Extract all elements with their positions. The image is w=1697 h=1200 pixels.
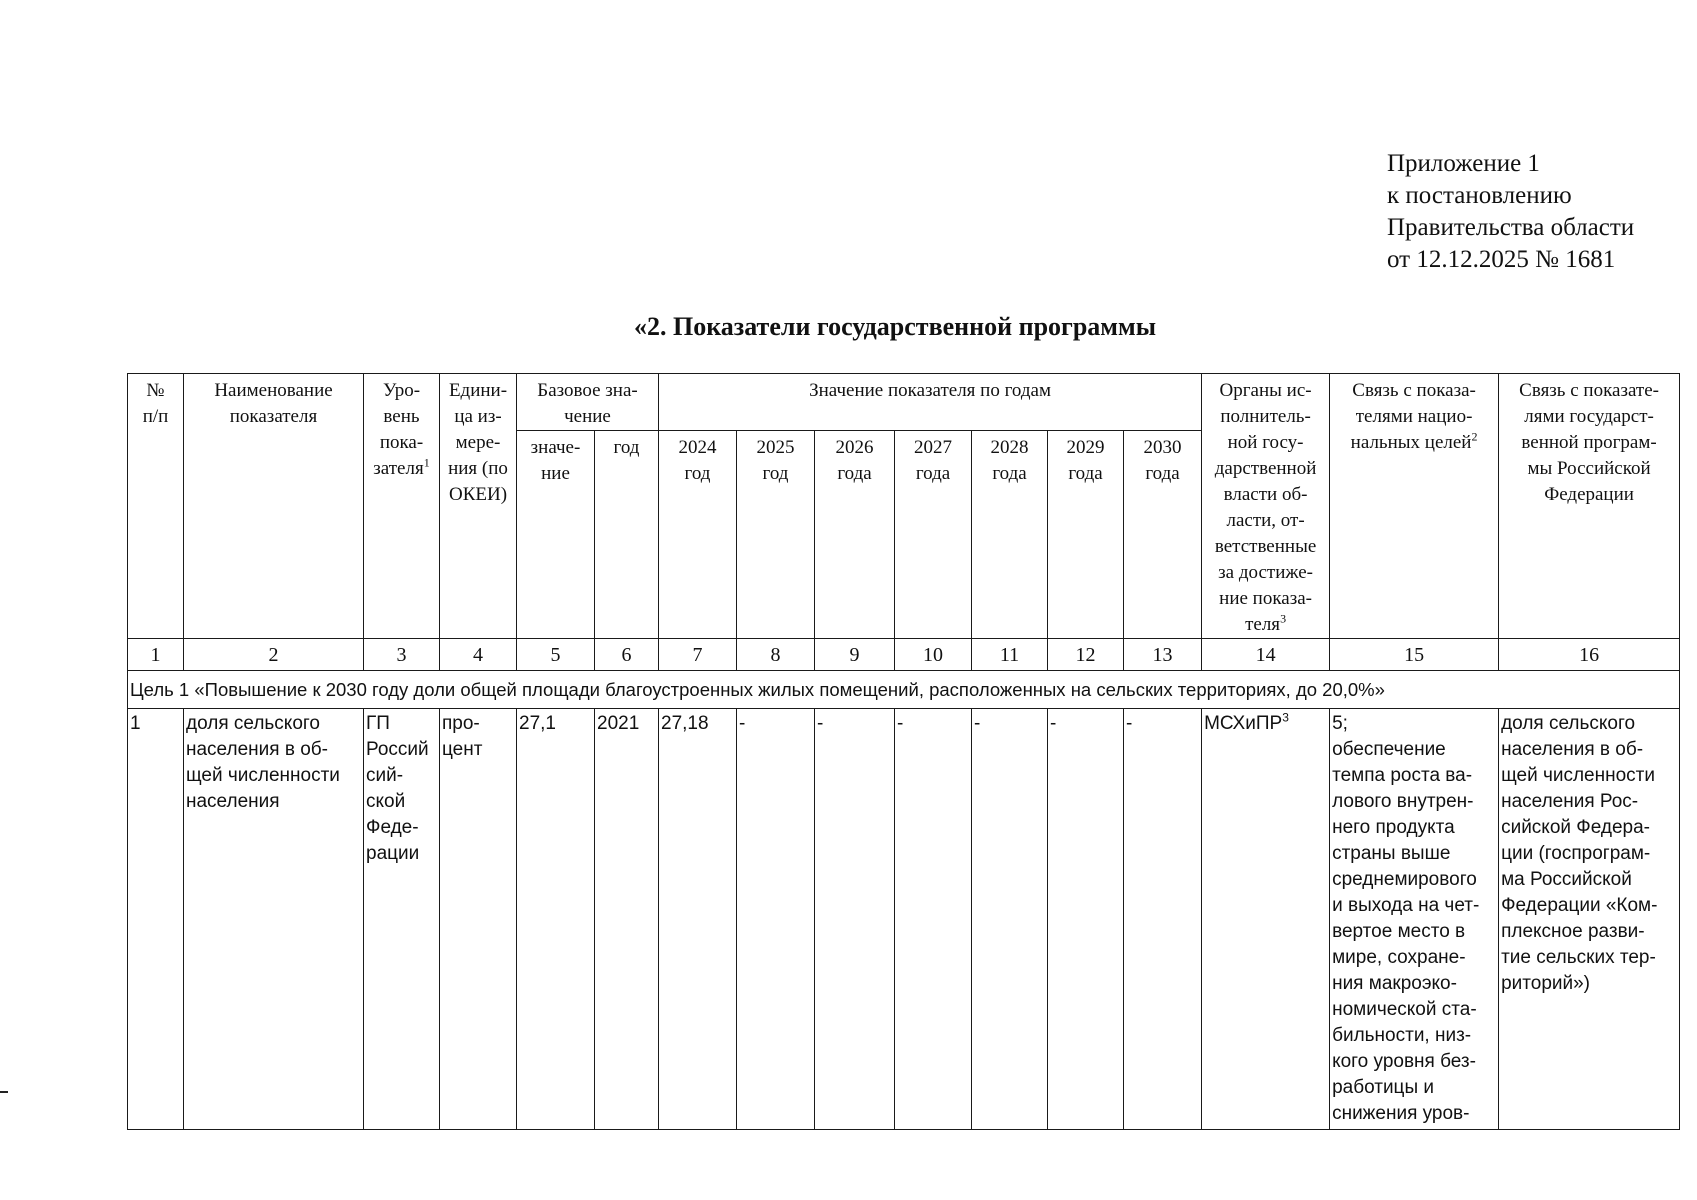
cell-national-line: кого уровня без-	[1332, 1051, 1476, 1072]
appendix-line-1: Приложение 1	[1387, 150, 1540, 177]
cell-national-line: ния макроэко-	[1332, 973, 1457, 994]
header-organs-line: за достиже-	[1218, 562, 1314, 583]
header-name	[184, 374, 364, 639]
header-organs-line: Органы ис-	[1219, 380, 1312, 401]
header-year-word: года	[1145, 463, 1180, 484]
cell-name-line: щей численности	[186, 765, 340, 786]
header-national-line: телями нацио-	[1355, 406, 1473, 427]
cell-federal-line: ма Российской	[1501, 869, 1632, 890]
header-federal-line: Связь с показате-	[1519, 380, 1659, 401]
cell-federal-line: населения Рос-	[1501, 791, 1639, 812]
cell-name-line: населения	[186, 791, 280, 812]
cell-level-line: сий-	[366, 765, 404, 786]
cell-federal-line: тие сельских тер-	[1501, 947, 1656, 968]
column-number: 2	[184, 639, 364, 671]
header-federal-line: Федерации	[1544, 484, 1634, 505]
indicators-table	[127, 373, 1680, 1130]
cell-national-line: снижения уров-	[1332, 1103, 1470, 1124]
cell-national-line: него продукта	[1332, 817, 1455, 838]
header-year-number: 2029	[1066, 437, 1105, 458]
header-year-word: год	[762, 463, 789, 484]
cell-unit	[440, 709, 517, 1130]
cell-organ	[1202, 709, 1330, 1130]
header-level-text: зателя	[373, 458, 424, 479]
column-number: 7	[659, 639, 737, 671]
header-year-word: года	[915, 463, 951, 484]
column-number: 6	[595, 639, 659, 671]
cell-value-2027: -	[895, 709, 972, 1130]
header-unit-line: ОКЕИ)	[448, 484, 508, 505]
header-organs-line-last	[1202, 612, 1329, 638]
header-federal-line: мы Российской	[1527, 458, 1651, 479]
header-year-2028	[972, 431, 1048, 639]
cell-national-line: мире, сохране-	[1332, 947, 1466, 968]
appendix-line-2: к постановлению	[1387, 182, 1572, 209]
header-national-line: Связь с показа-	[1352, 380, 1476, 401]
cell-national-line: лового внутрен-	[1332, 791, 1474, 812]
table-row	[128, 709, 1680, 1130]
header-level-line: вень	[383, 406, 420, 427]
header-level-line: пока-	[379, 432, 424, 453]
header-base-value-line: ние	[541, 463, 570, 484]
header-years-title-text: Значение показателя по годам	[809, 380, 1051, 401]
cell-value-2030: -	[1124, 709, 1202, 1130]
header-year-2025	[737, 431, 815, 639]
cell-federal-line: Федерации «Ком-	[1501, 895, 1658, 916]
header-year-word: года	[992, 463, 1027, 484]
column-number: 5	[517, 639, 595, 671]
cell-federal-line: риторий»)	[1501, 973, 1591, 994]
header-num-line: п/п	[142, 406, 169, 427]
cell-base-year: 2021	[595, 709, 659, 1130]
cell-organ-text: МСХиПР	[1204, 713, 1283, 734]
cell-national-line: темпа роста ва-	[1332, 765, 1473, 786]
header-base-value	[517, 431, 595, 639]
column-number: 14	[1202, 639, 1330, 671]
header-year-2027	[895, 431, 972, 639]
column-number: 15	[1330, 639, 1499, 671]
column-number: 11	[972, 639, 1048, 671]
header-unit-line: Едини-	[448, 380, 508, 401]
cell-level-line: рации	[366, 843, 420, 864]
header-organs-line: полнитель-	[1220, 406, 1311, 427]
margin-mark	[0, 1091, 8, 1093]
document-title: «2. Показатели государственной программы	[633, 312, 1157, 341]
cell-value-2024: 27,18	[659, 709, 737, 1130]
column-number: 16	[1499, 639, 1680, 671]
cell-national-line: 5;	[1332, 713, 1348, 734]
header-organs	[1202, 374, 1330, 639]
header-federal-line: венной програм-	[1521, 432, 1657, 453]
cell-base-value: 27,1	[517, 709, 595, 1130]
header-year-2026	[815, 431, 895, 639]
header-organs-line: ветственные	[1214, 536, 1317, 557]
cell-num: 1	[128, 709, 184, 1130]
cell-value-2026: -	[815, 709, 895, 1130]
header-unit-line: мере-	[455, 432, 501, 453]
header-num	[128, 374, 184, 639]
cell-federal-line: доля сельского	[1501, 713, 1636, 734]
header-federal-line: лями государст-	[1524, 406, 1654, 427]
cell-federal-line: щей численности	[1501, 765, 1655, 786]
cell-level-line: ской	[366, 791, 406, 812]
cell-name-line: доля сельского	[186, 713, 320, 734]
header-level-line-last	[364, 456, 439, 482]
footnote-3: 3	[1280, 611, 1287, 626]
header-year-number: 2025	[756, 437, 795, 458]
cell-federal-line: населения в об-	[1501, 739, 1644, 760]
header-unit-line: ния (по	[448, 458, 508, 479]
header-year-word: года	[837, 463, 872, 484]
header-year-2024	[659, 431, 737, 639]
cell-national-line: среднемирового	[1332, 869, 1477, 890]
header-year-number: 2024	[678, 437, 717, 458]
goal-text: Цель 1 «Повышение к 2030 году доли общей площади благоустроенных жилых помещений, расположенных на сельских территориях, до 20,0%»	[128, 671, 1680, 709]
header-organs-line: ние показа-	[1219, 588, 1312, 609]
header-year-word: год	[684, 463, 711, 484]
footnote-1: 1	[423, 455, 430, 470]
header-organs-text: теля	[1245, 614, 1281, 635]
cell-unit-line: цент	[442, 739, 483, 760]
goal-row	[128, 671, 1680, 709]
header-year-2030	[1124, 431, 1202, 639]
cell-national-line: страны выше	[1332, 843, 1451, 864]
cell-national-line: работицы и	[1332, 1077, 1434, 1098]
cell-value-2025: -	[737, 709, 815, 1130]
header-base-line: Базовое зна-	[537, 380, 638, 401]
cell-national-line: номической ста-	[1332, 999, 1477, 1020]
header-year-number: 2030	[1143, 437, 1182, 458]
header-name-line: показателя	[229, 406, 318, 427]
cell-value-2028: -	[972, 709, 1048, 1130]
cell-name-line: населения в об-	[186, 739, 328, 760]
cell-value-2029: -	[1048, 709, 1124, 1130]
column-number: 3	[364, 639, 440, 671]
header-year-number: 2028	[990, 437, 1029, 458]
header-year-2029	[1048, 431, 1124, 639]
header-base-year-text: год	[613, 437, 640, 458]
footnote-2: 2	[1471, 429, 1478, 444]
column-number: 8	[737, 639, 815, 671]
appendix-line-4: от 12.12.2025 № 1681	[1387, 246, 1616, 273]
cell-national-line: бильности, низ-	[1332, 1025, 1472, 1046]
column-number: 4	[440, 639, 517, 671]
header-base	[517, 374, 659, 431]
cell-level	[364, 709, 440, 1130]
cell-federal-line: плексное разви-	[1501, 921, 1645, 942]
appendix-block	[1387, 148, 1634, 276]
cell-unit-line: про-	[442, 713, 480, 734]
header-years-title	[659, 374, 1202, 431]
header-national-line-last	[1330, 430, 1498, 456]
cell-level-line: Россий	[366, 739, 429, 760]
cell-level-line: ГП	[366, 713, 390, 734]
header-national-text: нальных целей	[1350, 432, 1472, 453]
header-unit-line: ца из-	[454, 406, 502, 427]
cell-federal	[1499, 709, 1680, 1130]
header-base-year	[595, 431, 659, 639]
header-year-number: 2027	[914, 437, 952, 458]
column-number: 13	[1124, 639, 1202, 671]
header-name-line: Наименование	[214, 380, 333, 401]
column-number-row	[128, 639, 1680, 671]
column-number: 9	[815, 639, 895, 671]
header-organs-line: дарственной	[1214, 458, 1317, 479]
header-organs-line: ной госу-	[1227, 432, 1304, 453]
cell-organ-footnote: 3	[1282, 710, 1289, 725]
cell-level-line: Феде-	[366, 817, 419, 838]
header-base-value-line: значе-	[530, 437, 581, 458]
cell-federal-line: сийской Федера-	[1501, 817, 1650, 838]
header-year-number: 2026	[835, 437, 874, 458]
header-organs-line: ласти, от-	[1226, 510, 1305, 531]
cell-national-line: вертое место в	[1332, 921, 1466, 942]
column-number: 10	[895, 639, 972, 671]
cell-national-line: обеспечение	[1332, 739, 1446, 760]
appendix-line-3: Правительства области	[1387, 214, 1635, 241]
cell-federal-line: ции (госпрограм-	[1501, 843, 1651, 864]
header-year-word: года	[1068, 463, 1103, 484]
header-num-line: №	[146, 380, 165, 401]
header-level	[364, 374, 440, 639]
cell-national	[1330, 709, 1499, 1130]
column-number: 1	[128, 639, 184, 671]
column-number: 12	[1048, 639, 1124, 671]
cell-name	[184, 709, 364, 1130]
header-national	[1330, 374, 1499, 639]
header-level-line: Уро-	[382, 380, 421, 401]
header-federal	[1499, 374, 1680, 639]
header-base-line: чение	[564, 406, 611, 427]
cell-national-line: и выхода на чет-	[1332, 895, 1480, 916]
header-organs-line: власти об-	[1223, 484, 1308, 505]
header-unit	[440, 374, 517, 639]
